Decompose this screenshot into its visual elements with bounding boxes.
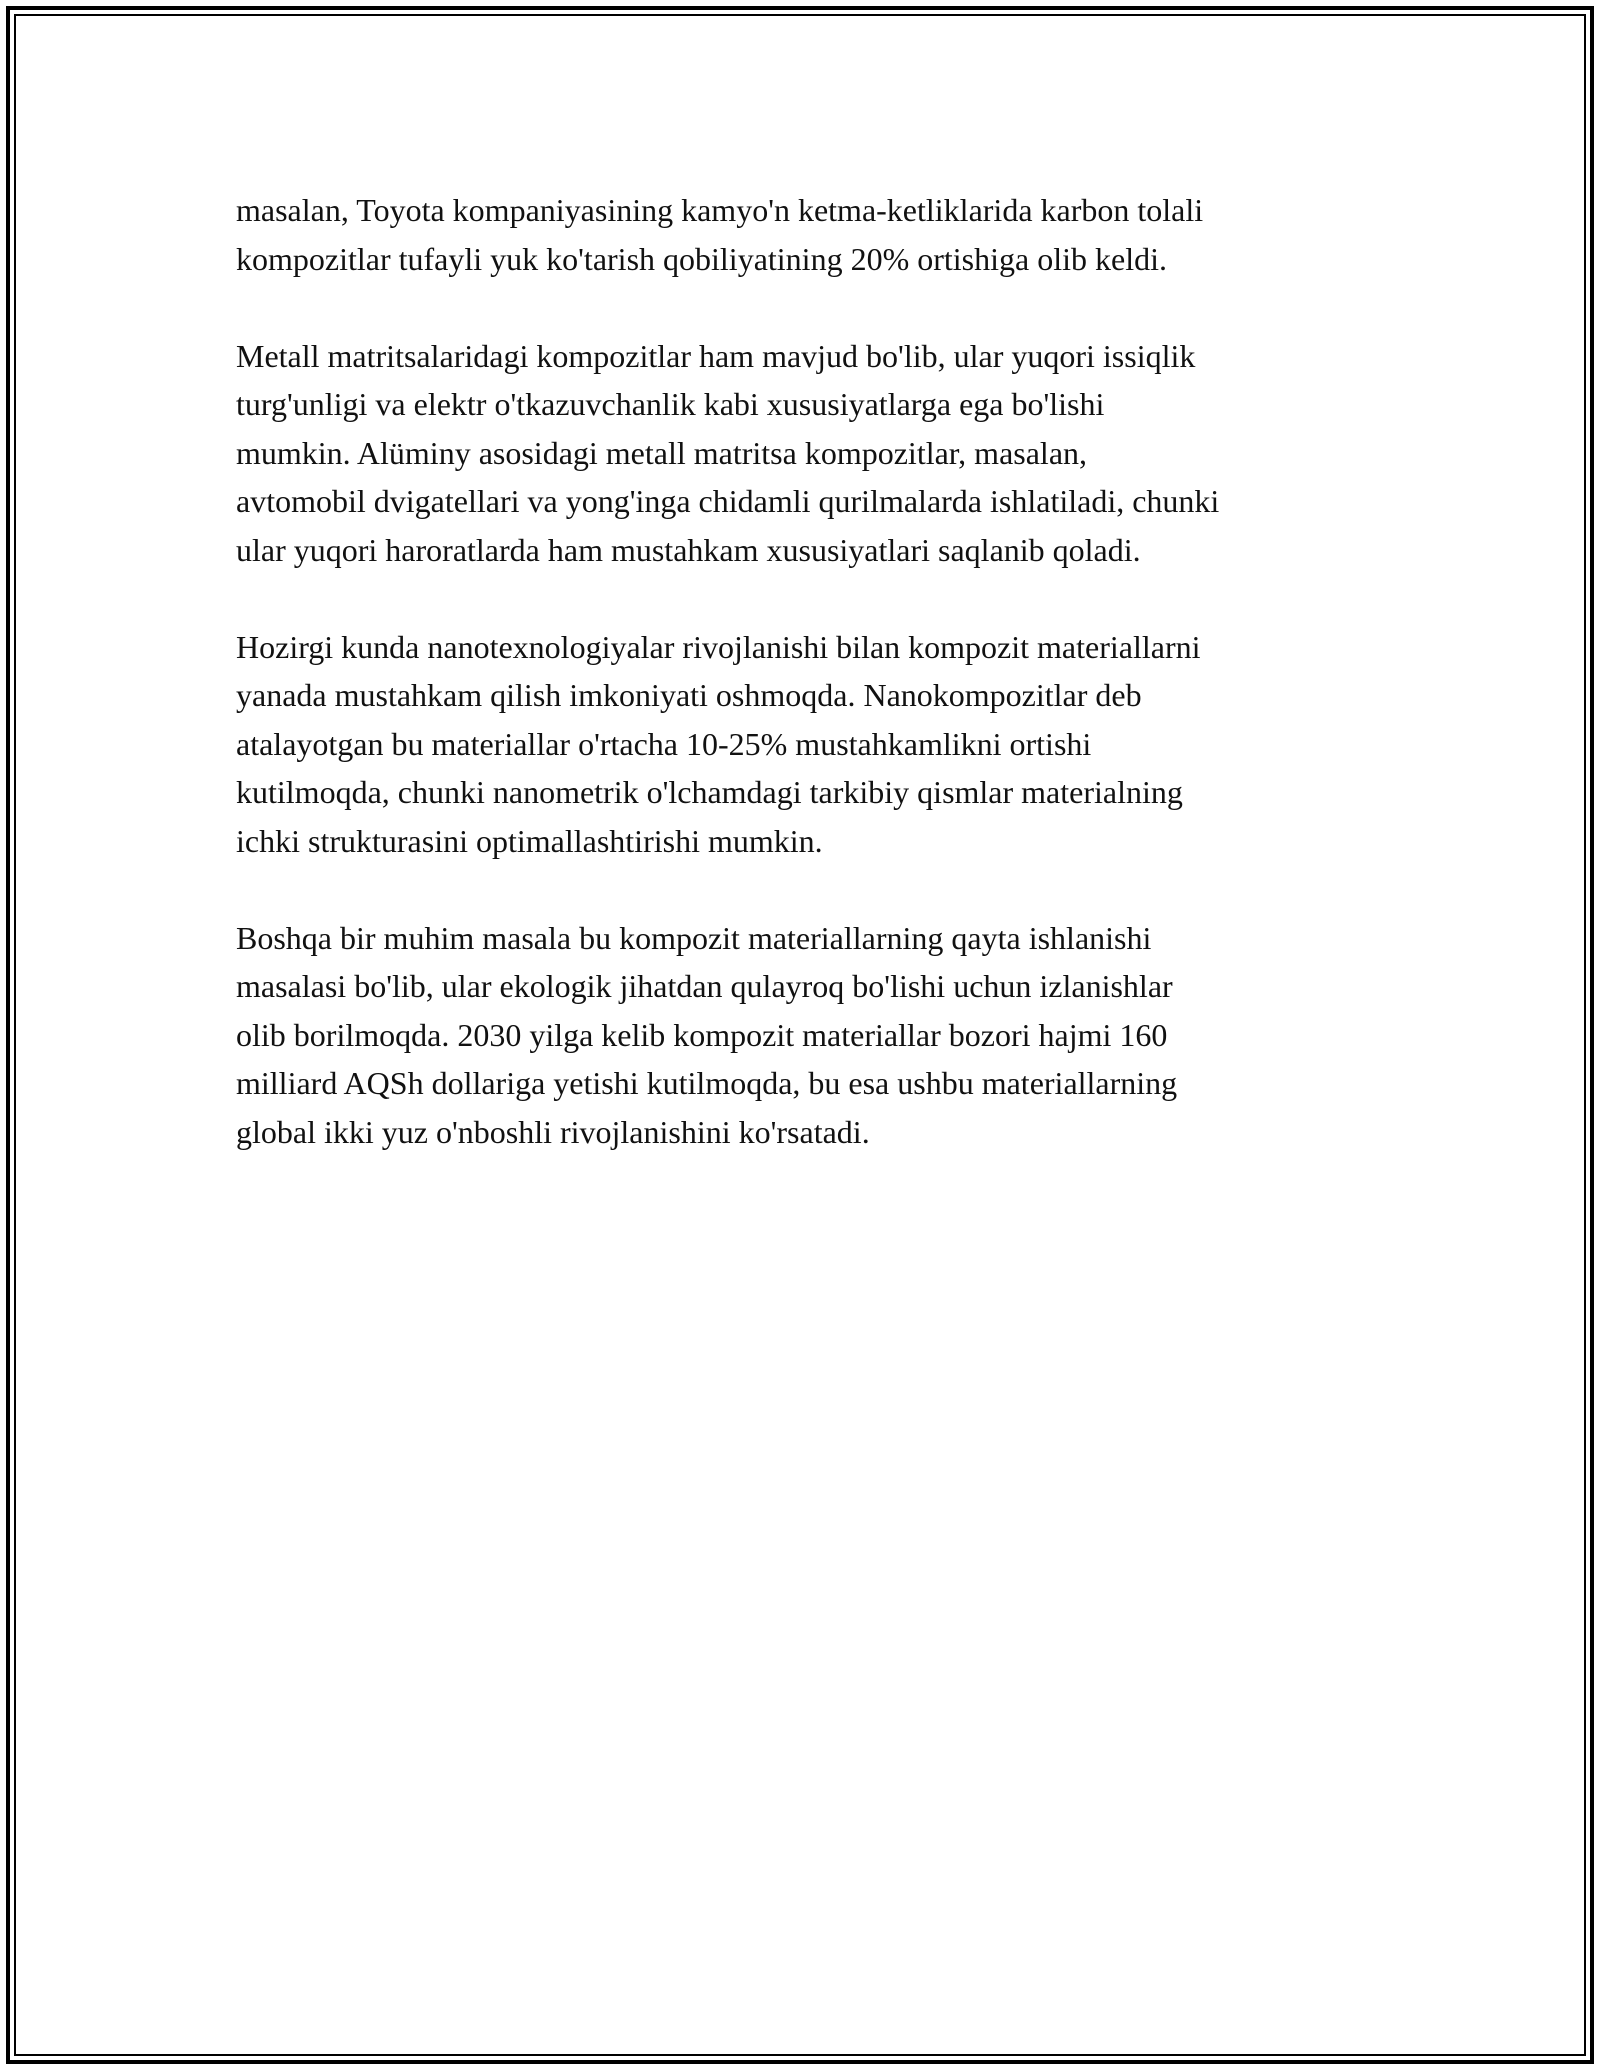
paragraph-2 <box>236 332 1376 575</box>
text-line: masalan, Toyota kompaniyasining kamyo'n ketma-ketliklarida karbon tolali <box>236 192 1204 228</box>
paragraph-4 <box>236 914 1376 1157</box>
text-line: Metall matritsalaridagi kompozitlar ham mavjud bo'lib, ular yuqori issiqlik <box>236 337 1196 374</box>
text-line: Hozirgi kunda nanotexnologiyalar rivojlanishi bilan kompozit materiallarni <box>236 628 1201 665</box>
text-line: masalasi bo'lib, ular ekologik jihatdan qulayroq bo'lishi uchun izlanishlar <box>236 968 1173 1004</box>
text-line: ichki strukturasini optimallashtirishi mumkin. <box>236 822 823 859</box>
text-line: yanada mustahkam qilish imkoniyati oshmoqda. Nanokompozitlar deb <box>236 677 1142 713</box>
paragraph-3 <box>236 623 1376 866</box>
text-line: turg'unligi va elektr o'tkazuvchanlik kabi xususiyatlarga ega bo'lishi <box>236 386 1105 422</box>
text-line: milliard AQSh dollariga yetishi kutilmoqda, bu esa ushbu materiallarning <box>236 1065 1178 1101</box>
text-line: mumkin. Alüminy asosidagi metall matritsa kompozitlar, masalan, <box>236 434 1088 471</box>
text-line: Boshqa bir muhim masala bu kompozit materiallarning qayta ishlanishi <box>236 919 1152 956</box>
document-body <box>236 186 1376 1205</box>
text-line: kompozitlar tufayli yuk ko'tarish qobiliyatining 20% ortishiga olib keldi. <box>236 240 1167 277</box>
paragraph-1 <box>236 186 1376 283</box>
text-line: global ikki yuz o'nboshli rivojlanishini ko'rsatadi. <box>236 1113 870 1150</box>
text-line: ular yuqori haroratlarda ham mustahkam xususiyatlari saqlanib qoladi. <box>236 531 1141 568</box>
text-line: olib borilmoqda. 2030 yilga kelib kompozit materiallar bozori hajmi 160 <box>236 1016 1168 1053</box>
text-line: atalayotgan bu materiallar o'rtacha 10-25% mustahkamlikni ortishi <box>236 725 1092 762</box>
text-line: kutilmoqda, chunki nanometrik o'lchamdagi tarkibiy qismlar materialning <box>236 774 1183 810</box>
text-line: avtomobil dvigatellari va yong'inga chidamli qurilmalarda ishlatiladi, chunki <box>236 483 1220 519</box>
